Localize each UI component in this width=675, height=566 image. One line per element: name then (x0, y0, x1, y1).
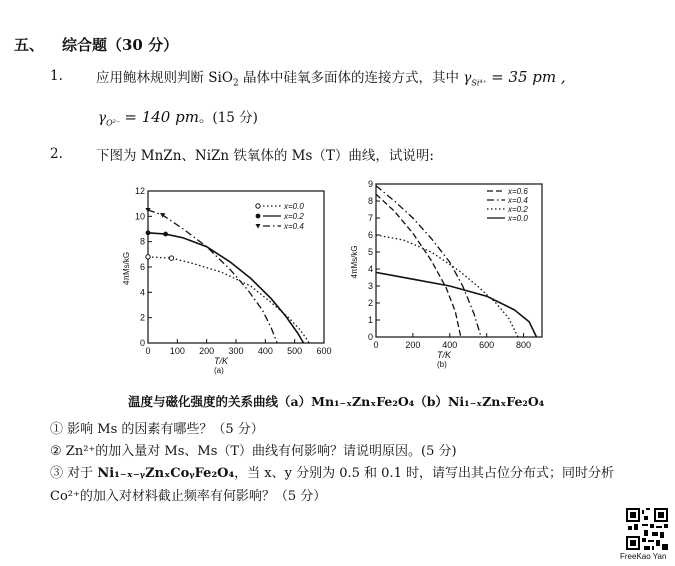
y-tick-label: 6 (367, 230, 373, 240)
x-tick-label: 600 (316, 346, 332, 356)
x-tick-label: 500 (287, 346, 303, 356)
y-tick-label: 2 (139, 312, 145, 323)
watermark-text: FreeKao Yan (620, 552, 667, 561)
q1-eq1-val: = 35 pm , (491, 68, 566, 86)
y-tick-label: 3 (367, 281, 373, 291)
legend-label: x=0.2 (284, 212, 304, 221)
x-tick-label: 800 (516, 340, 532, 350)
data-point (163, 232, 168, 237)
q1-text-b: 晶体中硅氧多面体的连接方式，其中 (242, 70, 459, 86)
legend-marker (256, 204, 260, 208)
x-tick-label: 200 (405, 340, 421, 350)
legend-marker (256, 214, 261, 219)
y-tick-label: 4 (367, 264, 373, 274)
series-line-x=0.6 (376, 194, 461, 337)
item-3: ③ 对于 Ni₁₋ₓ₋ᵧZnₓCoᵧFe₂O₄，当 x、y 分别为 0.5 和 0.1 时，请写出其占位分布式；同时分析 (50, 466, 614, 481)
series-line-x=0.0 (376, 272, 537, 337)
x-tick-label: 200 (199, 346, 215, 356)
x-tick-label: 400 (442, 340, 458, 350)
panel-label: (b) (437, 360, 447, 369)
legend-label: x=0.0 (284, 202, 304, 211)
q2-number: 2. (50, 146, 63, 162)
legend-label: x=0.2 (508, 205, 528, 214)
x-tick-label: 0 (145, 346, 151, 356)
x-axis-label: T/K (214, 356, 229, 366)
panel-label: (a) (214, 366, 224, 375)
x-tick-label: 600 (479, 340, 495, 350)
q1-eq1: $\gamma_{Si^{4+}}$ (463, 70, 487, 88)
legend-label: x=0.4 (508, 196, 528, 205)
legend-label: x=0.6 (508, 187, 528, 196)
data-point (146, 230, 151, 235)
qr-code-icon (626, 508, 668, 550)
legend-label: x=0.0 (508, 214, 528, 223)
y-tick-label: 1 (367, 315, 373, 325)
y-tick-label: 4 (139, 287, 145, 298)
y-tick-label: 8 (367, 196, 373, 206)
y-axis-label: 4πMs/kG (350, 245, 359, 279)
chart-a (122, 180, 337, 385)
y-tick-label: 7 (367, 213, 373, 223)
item-2: ② Zn²⁺的加入量对 Ms、Ms（T）曲线有何影响？请说明原因。(5 分) (50, 444, 457, 459)
x-tick-label: 100 (169, 346, 185, 356)
q1-text-a: 应用鲍林规则判断 (96, 70, 204, 86)
data-point (146, 255, 150, 259)
q2-text: 下图为 MnZn、NiZn 铁氧体的 Ms（T）曲线，试说明: (96, 148, 434, 164)
y-tick-label: 9 (367, 179, 373, 189)
q1-eq2-line (98, 106, 258, 128)
data-point (169, 256, 173, 260)
q1-number: 1. (50, 68, 63, 84)
x-tick-label: 400 (257, 346, 273, 356)
q1-eq2-val: = 140 pm (124, 108, 199, 126)
q1-eq2: $\gamma_{O^{2-}}$ (98, 110, 121, 128)
x-axis-label: T/K (437, 350, 452, 360)
legend-marker (256, 224, 261, 229)
y-tick-label: 8 (139, 236, 145, 247)
q1-sio2: SiO$_2$ (208, 70, 239, 89)
y-tick-label: 0 (367, 332, 373, 342)
y-tick-label: 10 (134, 211, 145, 222)
section-number: 五、 (14, 36, 45, 54)
section-title: 综合题（30 分） (62, 36, 179, 54)
chart-b (348, 172, 548, 377)
series-line-x=0.0 (148, 257, 309, 343)
figure-caption: 温度与磁化强度的关系曲线（a）Mn₁₋ₓZnₓFe₂O₄（b）Ni₁₋ₓZnₓFe₂O₄ (128, 394, 545, 409)
q1-text (96, 66, 566, 89)
series-line-x=0.4 (148, 210, 277, 343)
legend-label: x=0.4 (284, 222, 304, 231)
x-tick-label: 300 (228, 346, 244, 356)
y-tick-label: 5 (367, 247, 373, 257)
y-tick-label: 6 (139, 262, 145, 272)
x-tick-label: 0 (373, 340, 379, 350)
series-line-x=0.2 (148, 233, 304, 343)
y-axis-label: 4πMs/kG (122, 251, 131, 285)
y-tick-label: 2 (367, 298, 373, 308)
y-tick-label: 0 (139, 338, 145, 348)
item-1: ① 影响 Ms 的因素有哪些？（5 分） (50, 422, 264, 437)
item-3-cont: Co²⁺的加入对材料截止频率有何影响？（5 分） (50, 489, 327, 504)
q1-score: 。(15 分) (198, 110, 258, 126)
y-tick-label: 12 (134, 186, 145, 196)
